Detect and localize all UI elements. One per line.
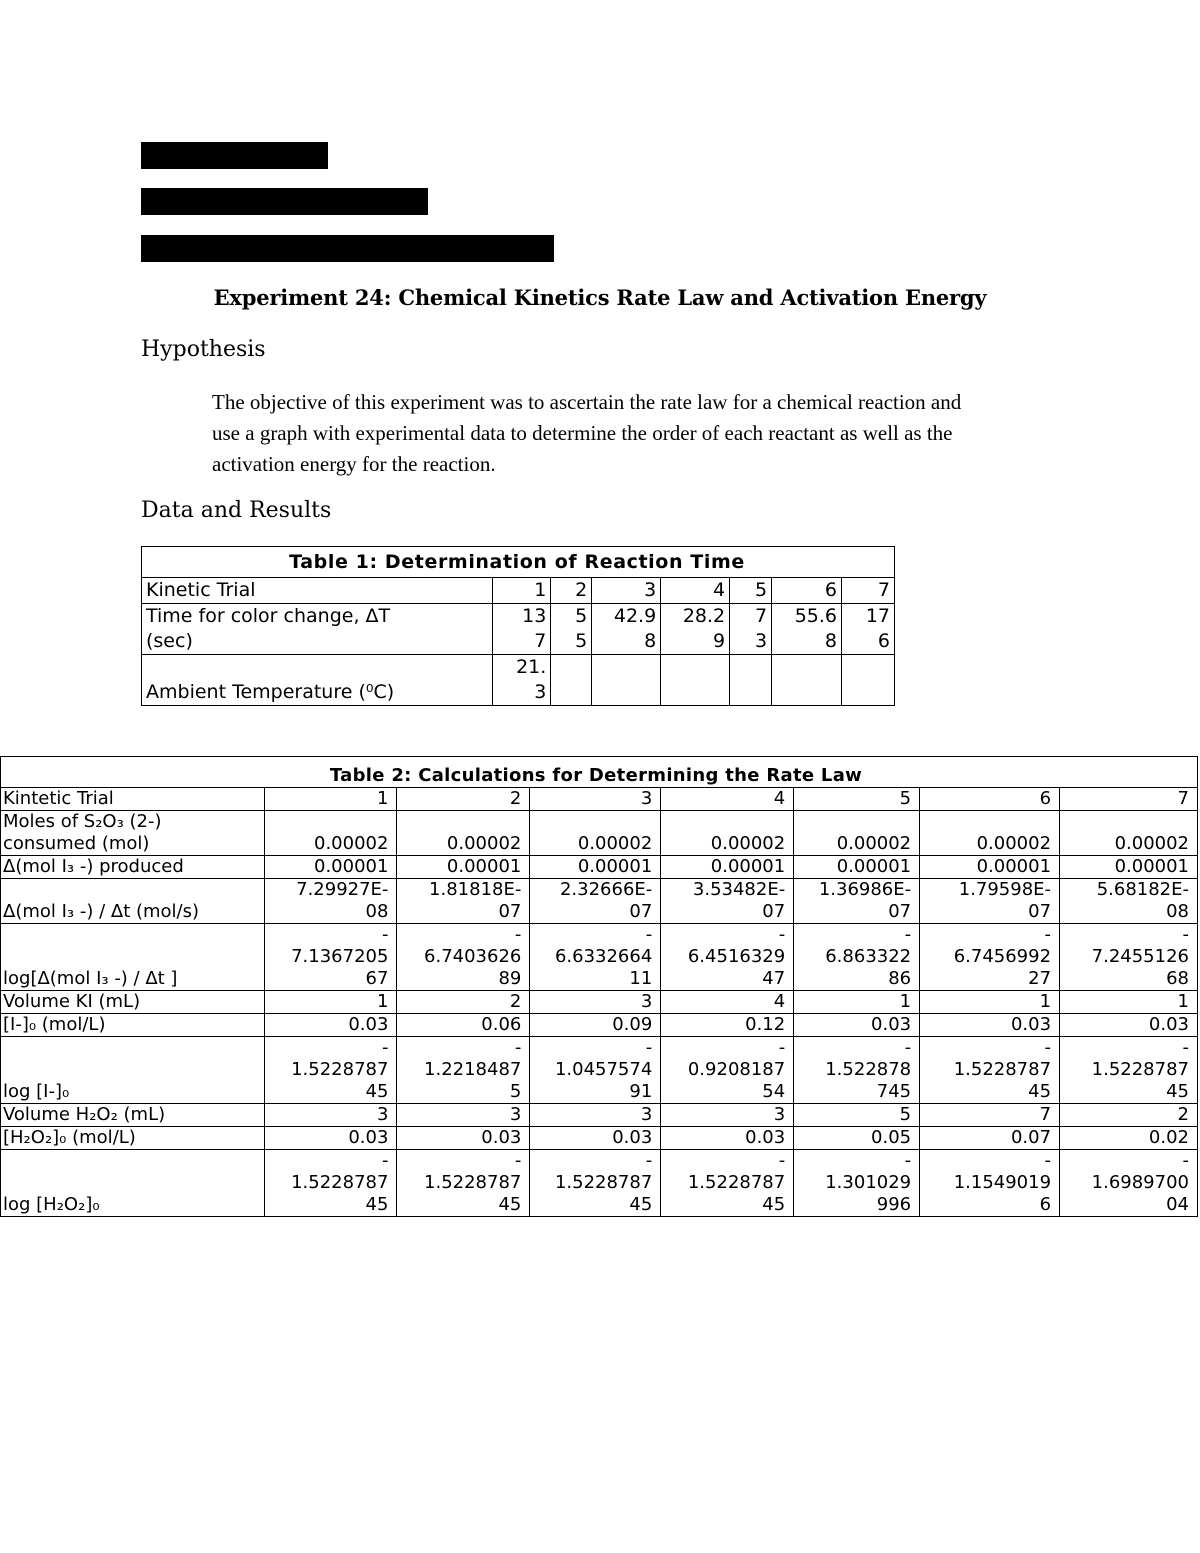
table-cell <box>730 655 772 706</box>
table-cell: 1.36986E- 07 <box>794 879 920 924</box>
table-cell: 1 <box>1060 991 1198 1014</box>
row-label: Kinetic Trial <box>142 578 493 604</box>
table-cell: 0.00002 <box>794 811 920 856</box>
table-cell: 0.03 <box>530 1127 661 1150</box>
table-cell: 0.09 <box>530 1014 661 1037</box>
table-cell: 0.00001 <box>661 856 794 879</box>
row-label: log [H₂O₂]₀ <box>1 1150 265 1217</box>
table1-caption: Table 1: Determination of Reaction Time <box>142 547 895 578</box>
rate-law-calculations-table <box>0 756 1198 1217</box>
table-cell: - 6.6332664 11 <box>530 924 661 991</box>
table-cell: 0.03 <box>264 1014 397 1037</box>
table-cell <box>772 655 842 706</box>
row-label: Δ(mol I₃ -) produced <box>1 856 265 879</box>
reaction-time-table <box>141 546 895 706</box>
table-cell: - 6.7403626 89 <box>397 924 530 991</box>
table-cell: 0.03 <box>794 1014 920 1037</box>
table-cell: 3 <box>530 788 661 811</box>
table-row <box>1 991 1198 1014</box>
row-label: Δ(mol I₃ -) / Δt (mol/s) <box>1 879 265 924</box>
table-row <box>1 1037 1198 1104</box>
table-cell: - 1.6989700 04 <box>1060 1150 1198 1217</box>
table-cell: 0.03 <box>1060 1014 1198 1037</box>
table-cell: 7 3 <box>730 604 772 655</box>
table-cell: 13 7 <box>493 604 551 655</box>
table-cell: 2.32666E- 07 <box>530 879 661 924</box>
table-cell: 0.00002 <box>397 811 530 856</box>
table-cell: 0.00001 <box>264 856 397 879</box>
table-cell: 3 <box>592 578 661 604</box>
table-cell: - 6.7456992 27 <box>920 924 1060 991</box>
table-row <box>1 1127 1198 1150</box>
row-label: Moles of S₂O₃ (2-) consumed (mol) <box>1 811 265 856</box>
redacted-info-bar <box>141 235 554 262</box>
row-label: Time for color change, ΔT (sec) <box>142 604 493 655</box>
table-cell: 1 <box>264 991 397 1014</box>
data-results-heading: Data and Results <box>141 498 332 523</box>
hypothesis-line: The objective of this experiment was to ascertain the rate law for a chemical reaction and <box>212 390 962 414</box>
table-cell: - 1.5228787 45 <box>920 1037 1060 1104</box>
redacted-course-bar <box>141 188 428 215</box>
table-cell: 0.00001 <box>1060 856 1198 879</box>
table-row <box>1 924 1198 991</box>
table-cell: 42.9 8 <box>592 604 661 655</box>
row-label: log [I-]₀ <box>1 1037 265 1104</box>
table-cell: 1.79598E- 07 <box>920 879 1060 924</box>
table-row <box>142 578 895 604</box>
table-cell: 4 <box>661 788 794 811</box>
table-cell: 3 <box>530 1104 661 1127</box>
row-label: Kintetic Trial <box>1 788 265 811</box>
table-cell: 7.29927E- 08 <box>264 879 397 924</box>
table-cell: - 1.5228787 45 <box>397 1150 530 1217</box>
table-cell: 1 <box>493 578 551 604</box>
redacted-name-bar <box>141 142 328 169</box>
table-cell: 0.02 <box>1060 1127 1198 1150</box>
table-cell: 55.6 8 <box>772 604 842 655</box>
table-cell: 0.12 <box>661 1014 794 1037</box>
table-cell: 6 <box>920 788 1060 811</box>
table-cell: - 1.2218487 5 <box>397 1037 530 1104</box>
table-cell <box>551 655 592 706</box>
table-cell: 2 <box>551 578 592 604</box>
table-row <box>1 811 1198 856</box>
table-cell: 0.00002 <box>661 811 794 856</box>
table-cell: - 7.1367205 67 <box>264 924 397 991</box>
row-label: Volume KI (mL) <box>1 991 265 1014</box>
table-cell: 7 <box>920 1104 1060 1127</box>
table-cell <box>592 655 661 706</box>
table-cell: 2 <box>397 991 530 1014</box>
table-row <box>1 1150 1198 1217</box>
table-row <box>142 604 895 655</box>
document-title: Experiment 24: Chemical Kinetics Rate Law and Activation Energy <box>213 285 987 310</box>
table-cell: 2 <box>1060 1104 1198 1127</box>
table-cell: - 1.5228787 45 <box>661 1150 794 1217</box>
table-cell: 4 <box>661 578 730 604</box>
table-row <box>1 879 1198 924</box>
hypothesis-line: use a graph with experimental data to determine the order of each reactant as well as the <box>212 421 953 445</box>
table-cell: - 0.9208187 54 <box>661 1037 794 1104</box>
table-cell: 1 <box>264 788 397 811</box>
table-cell: 1.81818E- 07 <box>397 879 530 924</box>
table-cell: 17 6 <box>842 604 895 655</box>
table-cell: 7 <box>1060 788 1198 811</box>
row-label: Ambient Temperature (⁰C) <box>142 655 493 706</box>
table-cell: 5 <box>794 788 920 811</box>
table-cell: - 1.5228787 45 <box>530 1150 661 1217</box>
table-cell: 0.03 <box>397 1127 530 1150</box>
table-cell: - 7.2455126 68 <box>1060 924 1198 991</box>
table-cell: 3 <box>661 1104 794 1127</box>
table-row <box>1 1014 1198 1037</box>
table-cell: - 1.522878 745 <box>794 1037 920 1104</box>
table-row <box>1 788 1198 811</box>
table-row <box>142 655 895 706</box>
table-cell: 0.07 <box>920 1127 1060 1150</box>
table-cell: - 1.5228787 45 <box>264 1150 397 1217</box>
table2-caption: Table 2: Calculations for Determining the Rate Law <box>1 757 1198 788</box>
row-label: [H₂O₂]₀ (mol/L) <box>1 1127 265 1150</box>
table-cell: 3.53482E- 07 <box>661 879 794 924</box>
table-cell: 4 <box>661 991 794 1014</box>
table-cell: - 6.863322 86 <box>794 924 920 991</box>
table-cell: 0.00002 <box>920 811 1060 856</box>
table-cell: 0.00001 <box>530 856 661 879</box>
table-cell: 0.00002 <box>264 811 397 856</box>
table-cell: 5 5 <box>551 604 592 655</box>
table-cell: 0.00001 <box>794 856 920 879</box>
table-cell: 1 <box>920 991 1060 1014</box>
table-cell: 0.00001 <box>920 856 1060 879</box>
table-cell: 0.00002 <box>530 811 661 856</box>
table-cell: 1 <box>794 991 920 1014</box>
table-cell: 3 <box>264 1104 397 1127</box>
table-cell: 0.03 <box>264 1127 397 1150</box>
table-cell: 0.03 <box>661 1127 794 1150</box>
table-cell: 28.2 9 <box>661 604 730 655</box>
hypothesis-heading: Hypothesis <box>141 337 266 362</box>
row-label: Volume H₂O₂ (mL) <box>1 1104 265 1127</box>
table-cell: 0.00002 <box>1060 811 1198 856</box>
table-cell: 0.06 <box>397 1014 530 1037</box>
table-cell: 5 <box>794 1104 920 1127</box>
table-cell: 6 <box>772 578 842 604</box>
row-label: log[Δ(mol I₃ -) / Δt ] <box>1 924 265 991</box>
table-cell: 0.05 <box>794 1127 920 1150</box>
table-cell: 3 <box>397 1104 530 1127</box>
table-cell: 0.00001 <box>397 856 530 879</box>
table-cell: - 1.5228787 45 <box>1060 1037 1198 1104</box>
table-cell: 21. 3 <box>493 655 551 706</box>
table-cell: - 6.4516329 47 <box>661 924 794 991</box>
table-cell: 5.68182E- 08 <box>1060 879 1198 924</box>
hypothesis-line: activation energy for the reaction. <box>212 452 496 476</box>
table-cell <box>842 655 895 706</box>
table-cell: 7 <box>842 578 895 604</box>
table-cell: - 1.5228787 45 <box>264 1037 397 1104</box>
table-cell: 3 <box>530 991 661 1014</box>
table-row <box>1 1104 1198 1127</box>
table-cell: - 1.0457574 91 <box>530 1037 661 1104</box>
row-label: [I-]₀ (mol/L) <box>1 1014 265 1037</box>
table-cell <box>661 655 730 706</box>
table-cell: - 1.1549019 6 <box>920 1150 1060 1217</box>
hypothesis-paragraph <box>212 387 1072 480</box>
table-cell: 0.03 <box>920 1014 1060 1037</box>
table-row <box>1 856 1198 879</box>
table-cell: 5 <box>730 578 772 604</box>
table-cell: 2 <box>397 788 530 811</box>
table-cell: - 1.301029 996 <box>794 1150 920 1217</box>
